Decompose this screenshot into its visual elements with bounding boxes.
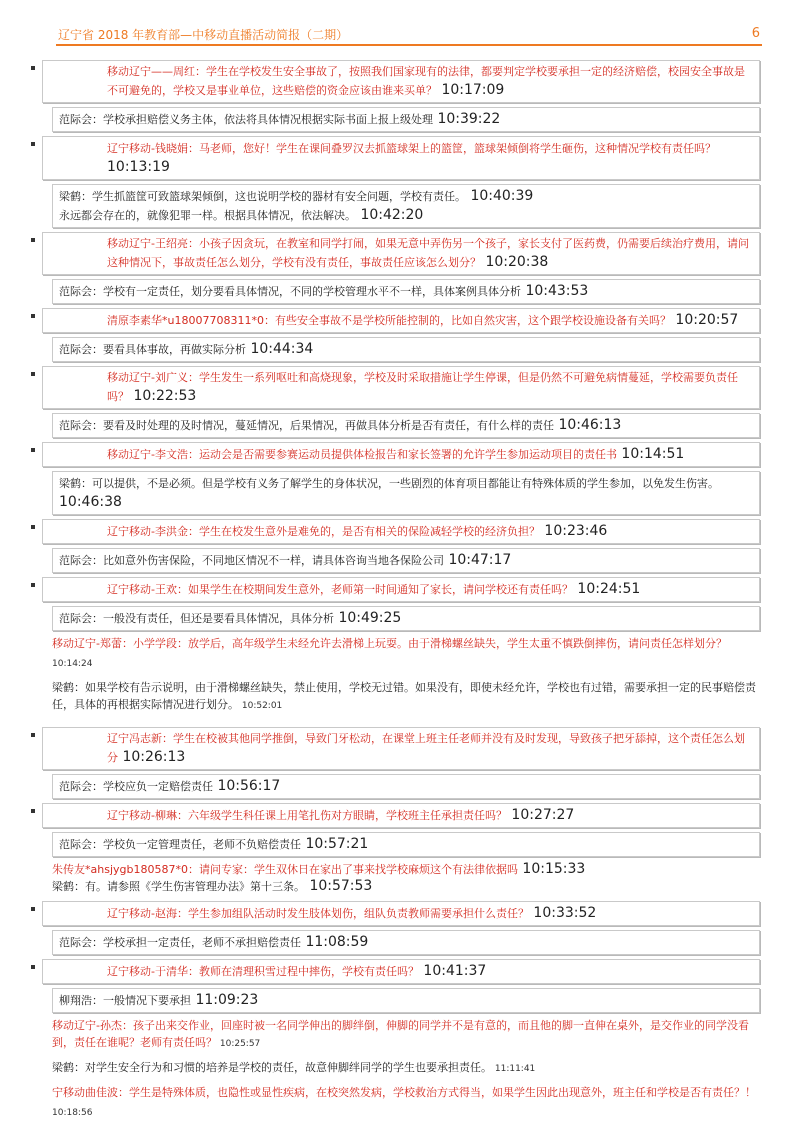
page-number: 6 xyxy=(751,26,760,41)
answer-box xyxy=(52,930,760,955)
timestamp: 10:20:38 xyxy=(481,254,549,270)
message-text: 如果学校有告示说明，由于滑梯螺丝缺失，禁止使用，学校无过错。如果没有，即使未经允许，学校也有过错，需要承担一定的民事赔偿责任，具体的再根据实际情况进行划分。 xyxy=(52,681,756,711)
bullet-icon xyxy=(31,907,35,911)
speaker-name: 辽宁移动-赵海： xyxy=(107,907,188,920)
message-text: 运动会是否需要参赛运动员提供体检报告和家长签署的允许学生参加运动项目的责任书 xyxy=(198,448,617,461)
bullet-icon xyxy=(31,448,35,452)
message-text: 一般情况下要承担 xyxy=(103,994,191,1007)
answer-box xyxy=(52,337,760,362)
bullet-icon xyxy=(31,66,35,70)
bullet-icon xyxy=(31,583,35,587)
timestamp: 10:25:57 xyxy=(217,1039,261,1049)
speaker-name: 梁鹤： xyxy=(52,681,85,694)
message-text: 小孩子因贪玩，在教室和同学打闹，如果无意中弄伤另一个孩子，家长支付了医药费，仍需要后续治疗费用，请问这种情况下，事故责任怎么划分，学校有没有责任，事故责任应该怎么划分？ xyxy=(107,237,749,269)
document-title: 辽宁省 2018 年教育部—中移动直播活动简报（二期） xyxy=(58,28,349,42)
free-text-item xyxy=(52,1017,760,1053)
speaker-name: 辽宁移动-王欢： xyxy=(107,583,188,596)
message-line xyxy=(107,63,755,100)
timestamp: 10:14:51 xyxy=(616,446,685,462)
speaker-name: 范际会： xyxy=(59,554,103,567)
timestamp: 10:46:13 xyxy=(554,417,622,433)
timestamp: 10:22:53 xyxy=(129,388,197,404)
bullet-icon xyxy=(31,372,35,376)
question-box xyxy=(42,577,760,602)
question-box xyxy=(42,901,760,926)
question-box xyxy=(42,442,760,467)
answer-box xyxy=(52,413,760,438)
answer-item xyxy=(30,606,760,631)
message-text: 学校承担赔偿义务主体，依法将具体情况根据实际书面上报上级处理 xyxy=(103,113,433,126)
message-text: 要看及时处理的及时情况，蔓延情况，后果情况，再做具体分析是否有责任，有什么样的责任 xyxy=(103,419,554,432)
timestamp: 10:44:34 xyxy=(246,341,314,357)
timestamp: 10:46:38 xyxy=(59,494,122,510)
free-text-item xyxy=(52,679,760,715)
answer-box xyxy=(52,606,760,631)
answer-item xyxy=(30,988,760,1013)
message-text: 可以提供，不是必须。但是学校有义务了解学生的身体状况，一些剧烈的体育项目都能让有特殊体质的学生参加，以免发生伤害。 xyxy=(92,477,719,490)
message-text: 学生在学校发生安全事故了，按照我们国家现有的法律，都要判定学校要承担一定的经济赔偿，校园安全事故是不可避免的，学校又是事业单位，这些赔偿的资金应该由谁来买单？ xyxy=(107,65,745,97)
answer-item xyxy=(30,548,760,573)
answer-box xyxy=(52,832,760,857)
question-item xyxy=(30,901,760,926)
answer-item xyxy=(30,337,760,362)
message-text: 教师在清理积雪过程中摔伤，学校有责任吗？ xyxy=(198,965,419,978)
timestamp: 11:08:59 xyxy=(301,934,369,950)
speaker-name: 梁鹤： xyxy=(59,190,92,203)
free-text-item xyxy=(52,635,760,673)
answer-box xyxy=(52,279,760,304)
message-line xyxy=(59,206,755,225)
message-line xyxy=(107,235,755,272)
question-box xyxy=(42,60,760,103)
bullet-icon xyxy=(31,525,35,529)
answer-box xyxy=(52,184,760,228)
speaker-name: 范际会： xyxy=(59,285,103,298)
timestamp: 10:23:46 xyxy=(539,523,608,539)
question-item xyxy=(30,60,760,103)
message-line xyxy=(59,551,755,570)
question-box xyxy=(42,136,760,180)
message-text: 学生在校发生意外是难免的，是否有相关的保险减轻学校的经济负担？ xyxy=(198,525,540,538)
answer-item xyxy=(30,184,760,228)
header-divider xyxy=(56,44,762,46)
timestamp: 10:40:39 xyxy=(466,188,534,204)
answer-item xyxy=(30,107,760,132)
message-line xyxy=(107,311,755,330)
speaker-name: 范际会： xyxy=(59,780,103,793)
question-box xyxy=(42,519,760,544)
speaker-name: 移动辽宁-刘广义： xyxy=(107,371,199,384)
message-text: 学校承担一定责任，老师不承担赔偿责任 xyxy=(103,936,301,949)
message-text: 六年级学生科任课上用笔扎伤对方眼睛，学校班主任承担责任吗？ xyxy=(187,809,507,822)
question-item xyxy=(30,577,760,602)
timestamp: 10:57:53 xyxy=(305,878,373,894)
message-text: 移动辽宁-郑蕾：小学学段：放学后，高年级学生未经允许去滑梯上玩耍。由于滑梯螺丝缺失，学生太重不慎跌倒摔伤，请问责任怎样划分？ xyxy=(52,637,727,650)
message-text: 学校负一定管理责任，老师不负赔偿责任 xyxy=(103,838,301,851)
timestamp: 10:57:21 xyxy=(301,836,369,852)
question-item xyxy=(30,366,760,409)
message-line xyxy=(59,609,755,628)
message-text: 学校应负一定赔偿责任 xyxy=(103,780,213,793)
timestamp: 10:52:01 xyxy=(239,701,283,711)
timestamp: 10:26:13 xyxy=(118,749,186,765)
question-item xyxy=(30,727,760,770)
message-line xyxy=(59,933,755,952)
answer-item xyxy=(30,279,760,304)
speaker-name: 梁鹤： xyxy=(59,477,92,490)
answer-item xyxy=(30,930,760,955)
message-line xyxy=(107,580,755,599)
timestamp: 10:43:53 xyxy=(521,283,589,299)
message-line xyxy=(107,962,755,981)
message-text: 比如意外伤害保险，不同地区情况不一样，请具体咨询当地各保险公司 xyxy=(103,554,444,567)
message-line xyxy=(107,806,755,825)
qa-list xyxy=(30,60,760,1128)
message-text: 永远都会存在的，就像犯罪一样。根据具体情况，依法解决。 xyxy=(59,209,356,222)
speaker-name: 辽宁移动-于清华： xyxy=(107,965,199,978)
message-line xyxy=(107,445,755,464)
timestamp: 11:11:41 xyxy=(492,1064,536,1074)
question-item xyxy=(30,803,760,828)
bullet-icon xyxy=(31,733,35,737)
message-text: 梁鹤：有。请参照《学生伤害管理办法》第十三条。 xyxy=(52,880,305,893)
message-text: 梁鹤：对学生安全行为和习惯的培养是学校的责任，故意伸脚绊同学的学生也要承担责任。 xyxy=(52,1061,492,1074)
timestamp: 10:15:33 xyxy=(517,861,586,877)
speaker-name: 辽宁移动-李洪金： xyxy=(107,525,199,538)
question-item xyxy=(30,959,760,984)
question-box xyxy=(42,366,760,409)
message-line xyxy=(59,835,755,854)
message-line xyxy=(59,416,755,435)
speaker-name: 范际会： xyxy=(59,612,103,625)
speaker-name: 范际会： xyxy=(59,419,103,432)
message-line xyxy=(59,282,755,301)
question-item xyxy=(30,442,760,467)
message-text: 学校有一定责任，划分要看具体情况，不同的学校管理水平不一样，具体案例具体分析 xyxy=(103,285,521,298)
timestamp: 10:20:57 xyxy=(670,312,739,328)
bullet-icon xyxy=(31,314,35,318)
answer-box xyxy=(52,548,760,573)
answer-item xyxy=(30,471,760,515)
message-line xyxy=(59,340,755,359)
message-text: 有些安全事故不是学校所能控制的，比如自然灾害，这个跟学校设施设备有关吗？ xyxy=(274,314,671,327)
message-text: 马老师，您好！学生在课间叠罗汉去抓篮球架上的篮筐，篮球架倾倒将学生砸伤，这种情况学校有责任吗？ xyxy=(198,142,716,155)
page-header xyxy=(58,26,760,46)
speaker-name: 移动辽宁-李文浩： xyxy=(107,448,199,461)
message-line xyxy=(107,139,755,177)
message-text: 朱传友*ahsjygb180587*0：请问专家：学生双休日在家出了事来找学校麻烦这个有法律依据吗 xyxy=(52,863,518,876)
bullet-icon xyxy=(31,238,35,242)
timestamp: 10:17:09 xyxy=(437,82,505,98)
bullet-icon xyxy=(31,809,35,813)
timestamp: 11:09:23 xyxy=(191,992,259,1008)
free-text-item xyxy=(52,1059,760,1078)
speaker-name: 辽宁冯志新： xyxy=(107,732,173,745)
speaker-name: 移动辽宁——周红： xyxy=(107,65,206,78)
free-text-item xyxy=(52,861,760,895)
message-text: 学生在校被其他同学推倒，导致门牙松动，在课堂上班主任老师并没有及时发现，导致孩子把牙舔掉，这个责任怎么划分 xyxy=(107,732,745,764)
message-line xyxy=(52,1017,760,1053)
timestamp: 10:39:22 xyxy=(433,111,501,127)
question-box xyxy=(42,959,760,984)
speaker-name: 范际会： xyxy=(59,838,103,851)
message-text: 学生发生一系列呕吐和高烧现象，学校及时采取措施让学生停课，但是仍然不可避免病情蔓延，学校需要负责任吗？ xyxy=(107,371,738,403)
bullet-icon xyxy=(31,965,35,969)
speaker-name: 范际会： xyxy=(59,343,103,356)
message-text: 一般没有责任，但还是要看具体情况，具体分析 xyxy=(103,612,334,625)
message-text: 如果学生在校期间发生意外，老师第一时间通知了家长，请问学校还有责任吗？ xyxy=(187,583,573,596)
question-item xyxy=(30,519,760,544)
question-box xyxy=(42,803,760,828)
question-box xyxy=(42,727,760,770)
message-line xyxy=(52,861,760,878)
speaker-name: 辽宁移动-钱晓娟： xyxy=(107,142,199,155)
timestamp: 10:42:20 xyxy=(356,207,424,223)
question-item xyxy=(30,232,760,275)
answer-box xyxy=(52,774,760,799)
question-item xyxy=(30,308,760,333)
message-line xyxy=(107,522,755,541)
speaker-name: 辽宁移动-柳琳： xyxy=(107,809,188,822)
message-line xyxy=(52,679,760,715)
message-line xyxy=(107,730,755,767)
speaker-name: 范际会： xyxy=(59,936,103,949)
timestamp: 10:56:17 xyxy=(213,778,281,794)
answer-item xyxy=(30,774,760,799)
question-item xyxy=(30,136,760,180)
timestamp: 10:33:52 xyxy=(528,905,597,921)
speaker-name: 清原李素华*u18007708311*0： xyxy=(107,314,275,327)
message-text: 要看具体事故，再做实际分析 xyxy=(103,343,246,356)
answer-box xyxy=(52,471,760,515)
speaker-name: 柳翔浩： xyxy=(59,994,103,1007)
message-line xyxy=(107,904,755,923)
speaker-name: 范际会： xyxy=(59,113,103,126)
message-text: 学生抓篮筐可致篮球架倾倒，这也说明学校的器材有安全问题，学校有责任。 xyxy=(92,190,466,203)
timestamp: 10:13:19 xyxy=(107,159,170,175)
timestamp: 10:24:51 xyxy=(572,581,641,597)
message-line xyxy=(107,369,755,406)
answer-item xyxy=(30,832,760,857)
message-line xyxy=(52,635,760,673)
message-line xyxy=(59,187,755,206)
message-line xyxy=(52,878,760,895)
timestamp: 10:41:37 xyxy=(418,963,487,979)
message-line xyxy=(59,991,755,1010)
message-line xyxy=(59,474,755,512)
message-line xyxy=(59,110,755,129)
message-line xyxy=(59,777,755,796)
timestamp: 10:47:17 xyxy=(444,552,512,568)
speaker-name: 移动辽宁-王绍亮： xyxy=(107,237,199,250)
answer-box xyxy=(52,107,760,132)
message-text: 宁移动曲佳波：学生是特殊体质，也隐性或显性疾病，在校突然发病，学校救治方式得当，如果学生因此出现意外，班主任和学校是否有责任？！ xyxy=(52,1086,756,1099)
timestamp: 10:14:24 xyxy=(52,659,93,669)
question-box xyxy=(42,308,760,333)
timestamp: 10:18:56 xyxy=(52,1108,93,1118)
message-line xyxy=(52,1084,760,1122)
timestamp: 10:27:27 xyxy=(506,807,575,823)
message-line xyxy=(52,1059,760,1078)
free-text-item xyxy=(52,1084,760,1122)
timestamp: 10:49:25 xyxy=(334,610,402,626)
answer-box xyxy=(52,988,760,1013)
answer-item xyxy=(30,413,760,438)
message-text: 移动辽宁-孙杰：孩子出来交作业，回座时被一名同学伸出的脚绊倒，伸脚的同学并不是有意的，而且他的脚一直伸在桌外，是交作业的同学没看到，责任在谁呢？老师有责任吗？ xyxy=(52,1019,749,1049)
bullet-icon xyxy=(31,142,35,146)
message-text: 学生参加组队活动时发生肢体划伤，组队负责教师需要承担什么责任？ xyxy=(187,907,529,920)
question-box xyxy=(42,232,760,275)
